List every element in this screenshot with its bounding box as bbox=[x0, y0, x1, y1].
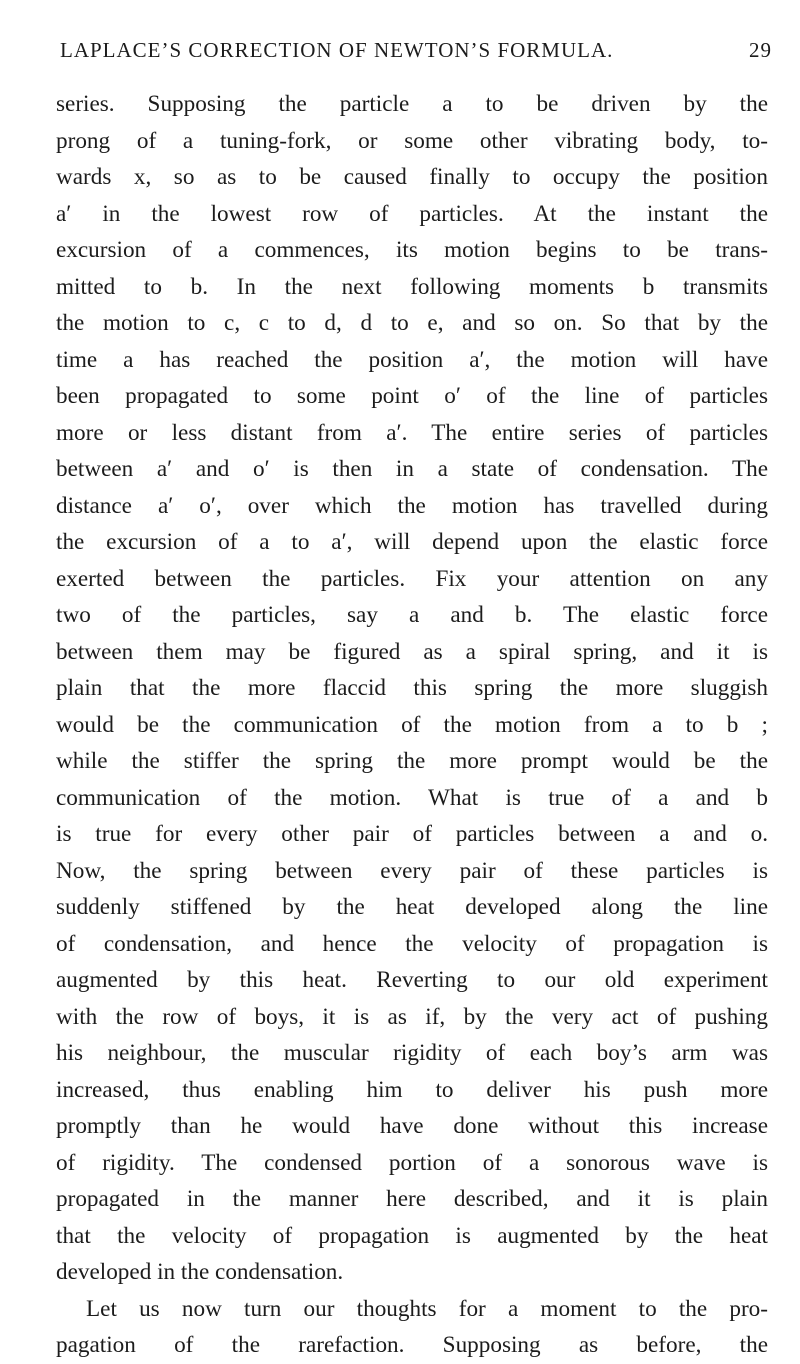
text-line: prong of a tuning-fork, or some other vibrating body, to- bbox=[56, 127, 768, 154]
text-line: while the stiffer the spring the more prompt would be the bbox=[56, 748, 768, 774]
text-line: his neighbour, the muscular rigidity of each boy’s arm was bbox=[56, 1040, 768, 1066]
text-line: would be the communication of the motion from a to b ; bbox=[56, 711, 768, 738]
text-line: pagation of the rarefaction. Supposing as before, the bbox=[56, 1332, 768, 1358]
text-line: developed in the condensation. bbox=[56, 1259, 344, 1285]
text-line: propagated in the manner here described, and it is plain bbox=[56, 1186, 768, 1212]
text-line: Let us now turn our thoughts for a moment to the pro- bbox=[86, 1295, 768, 1322]
text-line: more or less distant from a′. The entire series of particles bbox=[56, 419, 768, 446]
text-line: of condensation, and hence the velocity of propagation is bbox=[56, 930, 768, 957]
text-line: between a′ and o′ is then in a state of condensation. The bbox=[56, 456, 768, 482]
text-line: communication of the motion. What is true of a and b bbox=[56, 784, 768, 811]
text-line: of rigidity. The condensed portion of a sonorous wave is bbox=[56, 1149, 768, 1176]
text-line: been propagated to some point o′ of the line of particles bbox=[56, 383, 768, 409]
text-line: mitted to b. In the next following moments b transmits bbox=[56, 273, 768, 300]
text-line: between them may be figured as a spiral spring, and it is bbox=[56, 638, 768, 665]
running-head bbox=[60, 38, 772, 68]
text-line: augmented by this heat. Reverting to our old experiment bbox=[56, 967, 768, 993]
text-line: distance a′ o′, over which the motion has travelled during bbox=[56, 492, 768, 519]
body-text bbox=[56, 86, 768, 1364]
text-line: series. Supposing the particle a to be driven by the bbox=[56, 91, 768, 117]
page-number: 29 bbox=[749, 38, 772, 62]
text-line: with the row of boys, it is as if, by the very act of pushing bbox=[56, 1003, 768, 1030]
text-line: that the velocity of propagation is augmented by the heat bbox=[56, 1222, 768, 1249]
text-line: wards x, so as to be caused finally to occupy the position bbox=[56, 164, 768, 190]
text-line: the motion to c, c to d, d to e, and so on. So that by the bbox=[56, 310, 768, 336]
text-line: plain that the more flaccid this spring the more sluggish bbox=[56, 675, 768, 701]
text-line: excursion of a commences, its motion begins to be trans- bbox=[56, 237, 768, 263]
text-line: promptly than he would have done without this increase bbox=[56, 1113, 768, 1139]
text-line: suddenly stiffened by the heat developed along the line bbox=[56, 894, 768, 920]
text-line: a′ in the lowest row of particles. At the instant the bbox=[56, 200, 768, 227]
text-line: exerted between the particles. Fix your attention on any bbox=[56, 565, 768, 592]
running-head-title: LAPLACE’S CORRECTION OF NEWTON’S FORMULA. bbox=[60, 38, 614, 62]
text-line: is true for every other pair of particles between a and o. bbox=[56, 821, 768, 847]
text-line: time a has reached the position a′, the motion will have bbox=[56, 346, 768, 373]
text-line: increased, thus enabling him to deliver his push more bbox=[56, 1076, 768, 1103]
text-line: two of the particles, say a and b. The elastic force bbox=[56, 602, 768, 628]
text-line: the excursion of a to a′, will depend upon the elastic force bbox=[56, 529, 768, 555]
text-line: Now, the spring between every pair of these particles is bbox=[56, 857, 768, 884]
